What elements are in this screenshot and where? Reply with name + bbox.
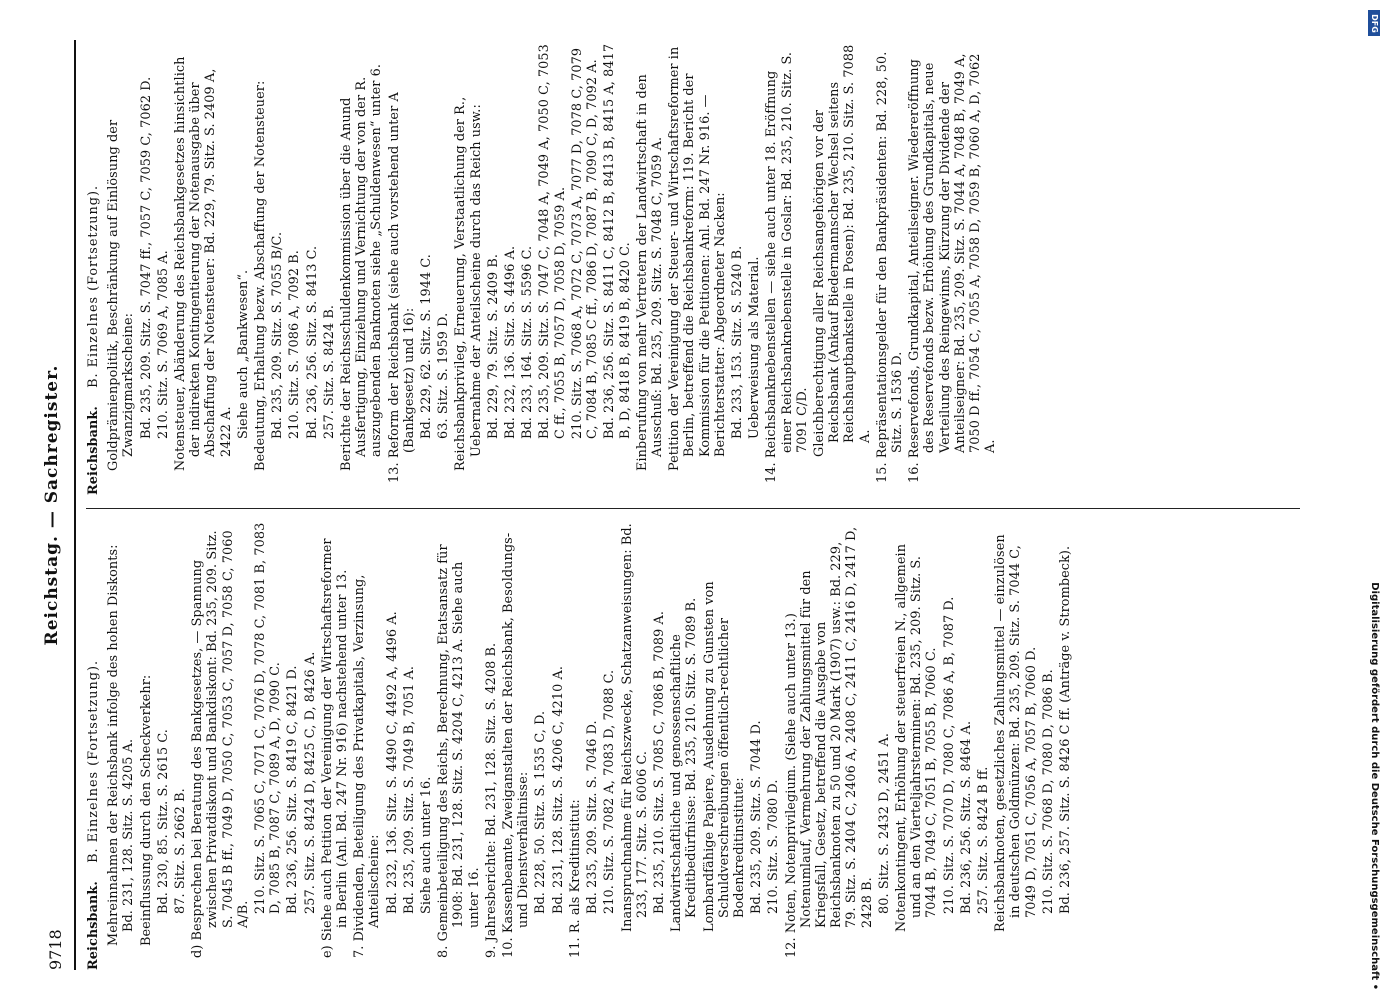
dfg-logo-text: DFG: [1369, 13, 1379, 33]
right-column: [86, 40, 1301, 495]
index-entry: Bd. 236, 256. Sitz. S. 8413 C.: [304, 245, 320, 439]
heading-keyword: Reichsbank.: [86, 406, 101, 495]
index-entry: Ueberweisung als Material.: [747, 256, 763, 439]
index-entry: 257. Sitz. S. 8424 D, 8425 C, D, 8426 A.: [302, 651, 318, 914]
index-entry: e) Siehe auch Petition der Vereinigung der Wirtschaftsreformer in Berlin (Anl. Bd. 247 Nr. 916) nachstehend unter 13.: [319, 538, 351, 958]
left-entries: [106, 522, 1073, 970]
index-entry: Reichsbankprivileg, Erneuerung, Verstaatlichung der R., Uebernahme der Anteilscheine durch das Reich usw.:: [453, 96, 484, 471]
index-entry: Bd. 235, 209. Sitz. S. 7055 B/C.: [270, 231, 286, 439]
page-header: [42, 40, 72, 970]
column-divider: [86, 508, 1300, 509]
index-entry: Goldprämienpolitik, Beschränkung auf Einlösung der Zwanzigmarkscheine:: [106, 119, 137, 471]
index-entry: Bd. 235, 209. Sitz. S. 7047 C, 7048 A, 7049 A, 7050 C, 7053 C ff., 7055 B, 7057 D, 7058 D, 7059 A.: [537, 44, 568, 439]
index-entry: Beeinflussung durch den Scheckverkehr:: [138, 674, 154, 946]
index-entry: Bd. 235, 209. Sitz. S. 7046 D.: [585, 720, 601, 914]
index-entry: 8. Gemeinbeteiligung des Reichs, Berechnung, Etatsansatz für 1908: Bd. 231, 128. Sitz. S. 4204 C, 4213 A. Siehe auch unter 16.: [436, 544, 482, 958]
dfg-logo: [1368, 10, 1380, 36]
index-entry: Gleichberechtigung aller Reichsangehörigen vor der Reichsbank (Ankauf Biedermannscher Wechsel seitens Reichshauptbankstelle in Posen): Bd. 235, 210. Sitz. S. 7088 A.: [811, 44, 873, 457]
index-entry: 257. Sitz. S. 8424 B ff.: [975, 766, 991, 914]
index-entry: 210. Sitz. S. 7068 A, 7072 C, 7073 A, 7077 D, 7078 C, 7079 C, 7084 B, 7085 C ff., 7086 D, 7087 B, 7090 C, D, 7092 A.: [569, 47, 601, 439]
index-entry: 257. Sitz. S. 8424 B.: [321, 304, 337, 439]
index-entry: Bd. 229, 62. Sitz. S. 1944 C.: [419, 254, 435, 439]
index-entry: 210. Sitz. S. 7068 D, 7080 D, 7086 B.: [1040, 669, 1056, 914]
index-entry: 16. Reservefonds, Grundkapital, Anteilseigner. Wiedereröffnung des Reservefonds bezw. Erhöhung des Grundkapitals, neue Verteilung des Reingewinns, Kürzung der Dividende der Anteilseigner: Bd. 235, 209. Sitz. S. 7044 A, 7048 B, 7049 A, 7050 D ff., 7054 C, 7055 A, 7058 D, 7059 B, 7060 A, D, 7062 A.: [907, 53, 999, 483]
index-entry: Bd. 230, 85. Sitz. S. 2615 C.: [155, 729, 171, 914]
index-entry: Inanspruchnahme für Reichszwecke, Schatzanweisungen: Bd. 233, 177. Sitz. S. 6006 C.: [619, 523, 650, 932]
index-entry: 63. Sitz. S. 1959 D.: [436, 312, 452, 439]
heading-section: B. Einzelnes (Fortsetzung).: [86, 184, 101, 388]
index-entry: Bd. 235, 209. Sitz. S. 7044 D.: [749, 720, 765, 914]
index-entry: Bd. 228, 50. Sitz. S. 1535 C, D.: [533, 710, 549, 914]
index-entry: Siehe auch unter 16.: [419, 776, 435, 914]
digitization-text: Digitalisierung gefördert durch die Deutsche Forschungsgemeinschaft •: [1369, 582, 1380, 990]
index-entry: Bd. 229, 79. Sitz. S. 2409 B.: [485, 253, 501, 439]
index-entry: 10. Kassenbeamte, Zweiganstalten der Reichsbank, Besoldungs- und Dienstverhältnisse:: [501, 532, 532, 958]
index-entry: Bd. 232, 136. Sitz. S. 4496 A.: [503, 245, 519, 439]
right-entries: [106, 40, 998, 495]
index-entry: Bd. 236, 256. Sitz. S. 8411 C, 8412 B, 8413 B, 8415 A, 8417 B, D, 8418 B, 8419 B, 8420 C.: [602, 43, 633, 439]
index-entry: Bd. 236, 256. Sitz. S. 8419 C, 8421 D.: [285, 665, 301, 914]
index-entry: Bd. 233, 153. Sitz. S. 5240 B.: [729, 245, 745, 439]
left-column: [86, 522, 1301, 970]
index-entry: Bd. 233, 164. Sitz. S. 5596 C.: [520, 245, 536, 439]
index-entry: Siehe auch „Bankwesen“.: [235, 269, 251, 439]
index-entry: Einberufung von mehr Vertretern der Landwirtschaft in den Ausschuß: Bd. 235, 209. Sitz. S. 7048 C, 7059 A.: [634, 74, 665, 471]
left-column-heading: [86, 522, 101, 970]
index-entry: 12. Noten, Notenprivilegium. (Siehe auch unter 13.) Notenumlauf, Vermehrung der Zahlungsmittel für den Kriegsfall, Gesetz, betreffend die Ausgabe von Reichsbanknoten zu 50 und 20 Mark (1907) usw.: Bd. 229, 79. Sitz. S. 2404 C, 2406 A, 2408 C, 2411 C, 2416 D, 2417 D, 2428 B.: [783, 526, 875, 958]
index-entry: Notensteuer, Abänderung des Reichsbankgesetzes hinsichtlich der indirekten Kontingentierung der Notenausgabe über Abschaffung der Notensteuer: Bd. 229, 79. Sitz. S. 2409 A, 2422 A.: [173, 56, 234, 471]
index-entry: 210. Sitz. S. 7082 A, 7083 D, 7088 C.: [602, 669, 618, 914]
index-entry: Bedeutung, Erhaltung bezw. Abschaffung der Notensteuer:: [253, 80, 269, 471]
index-entry: Bd. 235, 209. Sitz. S. 7047 ff., 7057 C, 7059 C, 7062 D.: [138, 76, 154, 439]
digitization-note: [1366, 10, 1382, 990]
index-entry: Bd. 236, 257. Sitz. S. 8426 C ff. (Anträge v. Strombeck).: [1057, 545, 1073, 914]
index-entry: 87. Sitz. S. 2662 B.: [173, 788, 189, 914]
index-entry: Bd. 236, 256. Sitz. S. 8464 A.: [958, 720, 974, 914]
index-entry: Bd. 235, 209. Sitz. S. 7049 B, 7051 A.: [401, 665, 417, 914]
index-entry: Mehreinnahmen der Reichsbank infolge des hohen Diskonts: Bd. 231, 128. Sitz. S. 4205 A.: [106, 544, 137, 946]
index-entry: d) Besprechen bei Beratung des Bankgesetzes, — Spannung zwischen Privatdiskont und Bankdiskont: Bd. 235, 209. Sitz. S. 7045 B ff., 7049 D, 7050 C, 7053 C, 7057 D, 7058 C, 7060 A/B.: [190, 530, 251, 958]
index-entry: 14. Reichsbanknebenstellen — siehe auch unter 18. Eröffnung einer Reichsbanknebenstelle in Goslar: Bd. 235, 210. Sitz. S. 7091 C/D.: [764, 51, 810, 483]
right-column-heading: [86, 40, 101, 495]
index-entry: 210. Sitz. S. 7080 D.: [766, 779, 782, 914]
index-page: [20, 0, 1320, 1000]
index-entry: Reichsbanknoten, gesetzliches Zahlungsmittel — einzulösen in deutschen Goldmünzen: Bd. 235, 209. Sitz. S. 7044 C, 7049 D, 7051 C, 7056 A, 7057 B, 7060 D.: [993, 534, 1039, 932]
index-entry: 210. Sitz. S. 7069 A, 7085 A.: [155, 250, 171, 439]
heading-keyword: Reichsbank.: [86, 881, 101, 970]
header-rule: [74, 40, 76, 970]
heading-section: B. Einzelnes (Fortsetzung).: [86, 659, 101, 863]
index-entry: Notenkontingent, Erhöhung der steuerfreien N., allgemein und an den Vierteljahrsterminen: Bd. 235, 209. Sitz. S. 7044 B, 7049 C, 7051 B, 7055 B, 7060 C.: [893, 543, 940, 932]
running-title: Reichstag. — Sachregister.: [42, 364, 62, 646]
index-entry: 210. Sitz. S. 7070 D, 7080 C, 7086 A, B, 7087 D.: [941, 596, 957, 914]
index-entry: Berichte der Reichsschuldenkommission über die Anund Ausfertigung, Einziehung und Vernichtung der von der R. auszugebenden Banknoten siehe „Schuldenwesen“ unter 6.: [339, 63, 385, 471]
index-entry: 80. Sitz. S. 2432 D, 2451 A.: [876, 732, 892, 914]
index-entry: Petition der Vereinigung der Steuer- und Wirtschaftsreformer in Berlin, betreffend die Reichsbankreform: 119. Bericht der Kommission für die Petitionen: Anl. Bd. 247 Nr. 916. — Berichterstatter: Abgeordneter Nacken:: [667, 46, 728, 471]
index-entry: 9. Jahresberichte: Bd. 231, 128. Sitz. S. 4208 B.: [483, 642, 499, 958]
index-entry: 210. Sitz. S. 7086 A, 7092 B.: [287, 250, 303, 439]
index-entry: Lombardfähige Papiere, Ausdehnung zu Gunsten von Schuldverschreibungen öffentlich-rechtlicher Bodenkreditinstitute:: [701, 581, 747, 932]
index-entry: Bd. 232, 136. Sitz. S. 4490 C, 4492 A, 4496 A.: [384, 611, 400, 914]
index-entry: 11. R. als Kreditinstitut:: [567, 799, 583, 958]
page-number: 9718: [46, 929, 65, 970]
index-entry: Bd. 235, 210. Sitz. S. 7085 C, 7086 B, 7089 A.: [651, 610, 667, 914]
index-entry: Bd. 231, 128. Sitz. S. 4206 C, 4210 A.: [550, 665, 566, 914]
index-entry: 15. Repräsentationsgelder für den Bankpräsidenten: Bd. 228, 50. Sitz. S. 1536 D.: [874, 51, 905, 483]
index-entry: 7. Dividenden, Beteiligung des Privatkapitals, Verzinsung, Anteilscheine:: [352, 574, 383, 958]
index-entry: 13. Reform der Reichsbank (siehe auch vorstehend unter A (Bankgesetz) und 16):: [386, 92, 417, 483]
index-entry: 210. Sitz. S. 7065 C, 7071 C, 7076 D, 7078 C, 7081 B, 7083 D, 7085 B, 7087 C, 7089 A, D, 7090 C.: [253, 522, 284, 914]
index-entry: Landwirtschaftliche und genossenschaftliche Kreditbedürfnisse: Bd. 235, 210. Sitz. S. 7089 B.: [669, 597, 700, 932]
